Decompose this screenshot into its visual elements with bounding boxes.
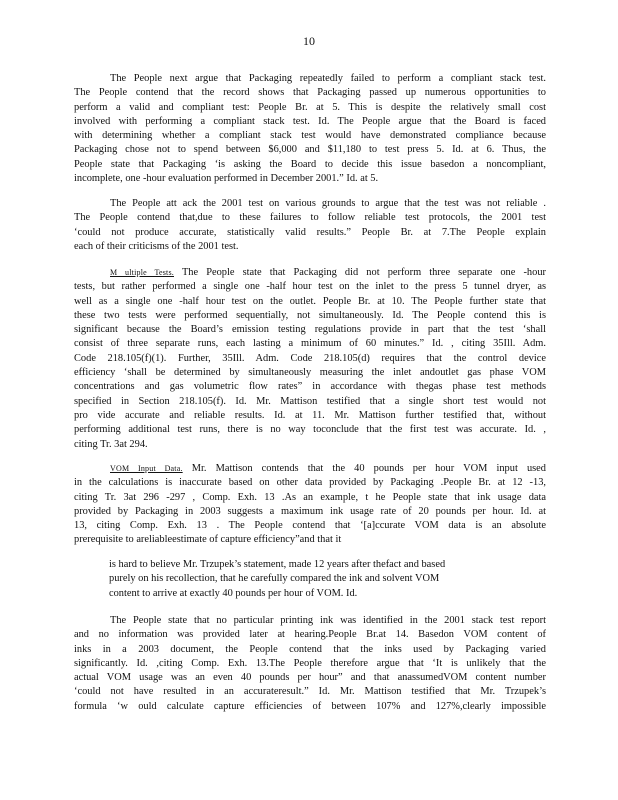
text-line: The People next argue that Packaging repeatedly failed to perform a compliant stack test. xyxy=(110,73,546,84)
quote-line: purely on his recollection, that he carefully compared the ink and solvent VOM xyxy=(109,573,440,585)
text-line: Packaging chose not to spend between $6,000 and $11,180 to test press 5. Id. at 6. Thus, the xyxy=(74,144,546,156)
text-line: inks in a 2003 document, the People contend that the inks used by Packaging varied xyxy=(74,643,546,655)
text-line: The People contend that the record shows that Packaging passed up numerous opportunities to xyxy=(74,87,546,99)
text-line: these two tests were performed sequentially, not simultaneously. Id. The People contend this is xyxy=(74,309,546,321)
text-line: Code 218.105(f)(1). Further, 35Ill. Adm. Code 218.105(d) requires that the control device xyxy=(74,352,546,364)
text-line: M ultiple Tests. The People state that Packaging did not perform three separate one -hour xyxy=(110,267,546,278)
text-line: citing Tr. 3at 294. xyxy=(74,438,148,450)
text-line: specified in Section 218.105(f). Id. Mr. Mattison testified that a single short test would not xyxy=(74,395,546,407)
page-number: 10 xyxy=(303,34,315,48)
text-line: VOM Input Data. Mr. Mattison contends that the 40 pounds per hour VOM input used xyxy=(110,463,546,474)
text-line: tests, but rather performed a single one -half hour test on the inlet to the press 5 tunnel dryer, as xyxy=(74,281,546,293)
text-line: significant because the Board’s emission testing regulations provide in part that the test ‘shall xyxy=(74,324,546,336)
text-line: The People contend that,due to these failures to follow reliable test protocols, the 2001 test xyxy=(74,212,546,224)
text-line: citing Tr. 3at 296 -297 , Comp. Exh. 13 .As an example, t he People state that ink usage data xyxy=(74,491,546,503)
text-line: with determining whether a compliant stack test would have demonstrated compliance because xyxy=(74,130,546,142)
text-line: in the calculations is inaccurate based on other data provided by Packaging .People Br. at 12 -13, xyxy=(74,477,546,489)
text-line: People state that Packaging ‘is asking the Board to decide this issue basedon a noncompliant, xyxy=(74,158,546,170)
text-line: performing additional test runs, there is no way toconclude that the first test was accurate. Id. , xyxy=(74,424,546,436)
section-heading-multiple-tests: M ultiple Tests. xyxy=(110,268,174,277)
text-line: efficiency ‘shall be determined by simultaneously measuring the inlet andoutlet gas phase VOM xyxy=(74,367,546,379)
paragraph-attack-2001-test xyxy=(74,197,546,254)
text-line: The People state that no particular printing ink was identified in the 2001 stack test report xyxy=(110,615,546,626)
paragraph-multiple-tests xyxy=(74,266,546,452)
text-line: ‘could not have resulted in an accurateresult.” Id. Mr. Mattison testified that Mr. Trzupek’s xyxy=(74,686,546,698)
quote-line: content to arrive at exactly 40 pounds per hour of VOM. Id. xyxy=(109,587,358,599)
text-line: involved with performing a compliant stack test. Id. The People argue that the Board is faced xyxy=(74,115,546,127)
text-line: each of their criticisms of the 2001 test. xyxy=(74,240,239,252)
text-line: ‘could not produce accurate, statistically valid results.” People Br. at 7.The People explain xyxy=(74,226,546,238)
paragraph-people-argue-noncompliant xyxy=(74,72,546,186)
text-line: perform a valid and compliant test: People Br. at 5. This is despite the relatively small cost xyxy=(74,101,546,113)
text-line: concentrations and gas volumetric flow rates” in accordance with thegas phase test methods xyxy=(74,381,546,393)
text-line: formula ‘w ould calculate capture efficiencies of between 107% and 127%,clearly impossible xyxy=(74,700,546,712)
text-line: significantly. Id. ,citing Comp. Exh. 13.The People therefore argue that ‘It is unlikely that the xyxy=(74,657,546,669)
quote-line: is hard to believe Mr. Trzupek’s statement, made 12 years after thefact and based xyxy=(109,559,446,570)
text-line: incomplete, one -hour evaluation performed in December 2001.” Id. at 5. xyxy=(74,173,379,185)
paragraph-vom-input-data xyxy=(74,462,546,548)
text-line: consist of three separate runs, each lasting a minimum of 60 minutes.” Id. , citing 35Ill. Adm. xyxy=(74,338,546,350)
block-quote xyxy=(109,558,505,601)
text-line: The People att ack the 2001 test on various grounds to argue that the test was not reliable . xyxy=(110,198,546,209)
text-line: 13, citing Comp. Exh. 13 . The People contend that ‘[a]ccurate VOM data is an absolute xyxy=(74,520,546,532)
text-line: pro vide accurate and reliable results. Id. at 11. Mr. Mattison further testified that, without xyxy=(74,409,546,421)
paragraph-printing-ink xyxy=(74,614,546,714)
text-line: actual VOM usage was an even 40 pounds per hour” and that anassumedVOM content number xyxy=(74,672,546,684)
text-line: well as a single one -half hour test on the outlet. People Br. at 10. The People further state that xyxy=(74,295,546,307)
text-line: prerequisite to areliableestimate of capture efficiency”and that it xyxy=(74,534,342,546)
text-line: and no information was provided later at hearing.People Br.at 14. Basedon VOM content of xyxy=(74,629,546,641)
text-line: provided by Packaging in 2003 suggests a maximum ink usage rate of 20 pounds per hour. Id. at xyxy=(74,505,546,517)
section-heading-vom-input-data: VOM Input Data. xyxy=(110,464,183,473)
